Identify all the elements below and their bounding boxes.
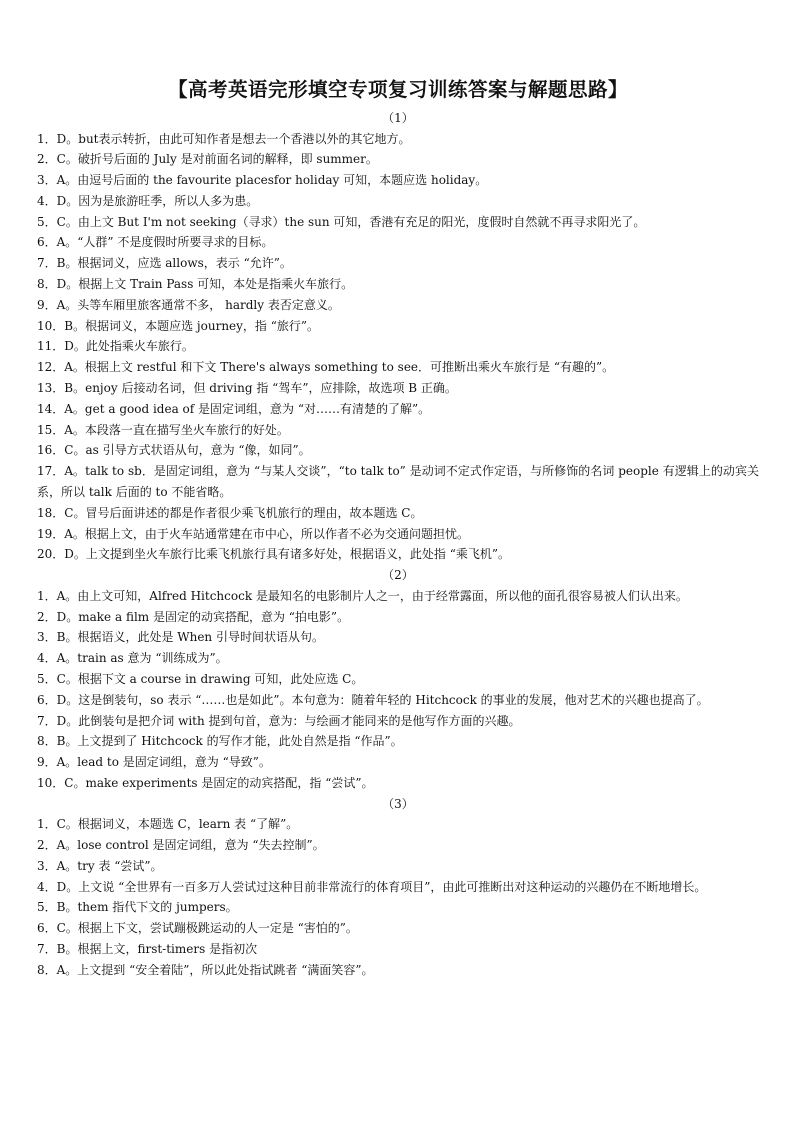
answer-item: 6．D。这是倒装句，so 表示 “……也是如此”。本句意为：随着年轻的 Hitchcock 的事业的发展，他对艺术的兴趣也提高了。 bbox=[37, 692, 709, 707]
answer-item: 1．A。由上文可知，Alfred Hitchcock 是最知名的电影制片人之一，由于经常露面，所以他的面孔很容易被人们认出来。 bbox=[37, 588, 688, 603]
answer-item: 5．C。根据下文 a course in drawing 可知，此处应选 C。 bbox=[37, 671, 364, 686]
answer-item: 7．B。根据词义，应选 allows，表示 “允许”。 bbox=[37, 256, 292, 271]
answer-item: 8．B。上文提到了 Hitchcock 的写作才能，此处自然是指 “作品”。 bbox=[37, 734, 403, 749]
answer-item: 8．D。根据上文 Train Pass 可知，本处是指乘火车旅行。 bbox=[37, 277, 354, 292]
section-number: （1） bbox=[382, 111, 414, 125]
answer-item: 20．D。上文提到坐火车旅行比乘飞机旅行具有诸多好处，根据语义，此处指 “乘飞机”。 bbox=[37, 547, 510, 562]
answer-item: 6．C。根据上下文，尝试蹦极跳运动的人一定是 “害怕的”。 bbox=[37, 921, 358, 936]
answer-item: 2．D。make a film 是固定的动宾搭配，意为 “拍电影”。 bbox=[37, 609, 350, 624]
section-number: （3） bbox=[382, 796, 414, 811]
answer-item: 1．C。根据词义，本题选 C，learn 表 “了解”。 bbox=[37, 817, 299, 832]
answer-item: 5．C。由上文 But I'm not seeking（寻求）the sun 可知，香港有充足的阳光，度假时自然就不再寻求阳光了。 bbox=[37, 214, 646, 229]
answer-item: 18．C。冒号后面讲述的都是作者很少乘飞机旅行的理由，故本题选 C。 bbox=[37, 505, 423, 520]
answer-item: 9．A。头等车厢里旅客通常不多， hardly 表否定意义。 bbox=[37, 297, 340, 312]
answer-item: 3．A。try 表 “尝试”。 bbox=[37, 858, 163, 873]
answer-item: 10．B。根据词义，本题应选 journey，指 “旅行”。 bbox=[37, 318, 320, 333]
section-number: （2） bbox=[382, 568, 414, 583]
section-3 bbox=[37, 794, 759, 981]
answer-item: 10．C。make experiments 是固定的动宾搭配，指 “尝试”。 bbox=[37, 775, 374, 790]
answer-item: 17．A。talk to sb．是固定词组，意为 “与某人交谈”，“to talk to” 是动词不定式作定语，与所修饰的名词 people 有逻辑上的动宾关系，所以 talk 后面的 to 不能省略。 bbox=[37, 464, 759, 500]
answer-item: 12．A。根据上文 restful 和下文 There's always something to see．可推断出乘火车旅行是 “有趣的”。 bbox=[37, 360, 615, 375]
answer-item: 7．B。根据上文，first-timers 是指初次 bbox=[37, 941, 258, 956]
answer-item: 6．A。“人群” 不是度假时所要寻求的目标。 bbox=[37, 235, 274, 250]
section-2 bbox=[37, 565, 759, 793]
answer-item: 8．A。上文提到 “安全着陆”，所以此处指试跳者 “满面笑容”。 bbox=[37, 962, 374, 977]
answer-item: 16．C。as 引导方式状语从句，意为 “像，如同”。 bbox=[37, 443, 311, 458]
answer-item: 19．A。根据上文，由于火车站通常建在市中心，所以作者不必为交通问题担忧。 bbox=[37, 526, 469, 541]
answer-item: 11．D。此处指乘火车旅行。 bbox=[37, 339, 194, 354]
answer-item: 14．A。get a good idea of 是固定词组，意为 “对……有清楚的了解”。 bbox=[37, 401, 431, 416]
answer-item: 3．B。根据语义，此处是 When 引导时间状语从句。 bbox=[37, 630, 324, 645]
answer-document bbox=[37, 76, 759, 981]
section-1 bbox=[37, 108, 759, 565]
answer-item: 5．B。them 指代下文的 jumpers。 bbox=[37, 900, 238, 915]
answer-item: 13．B。enjoy 后接动名词，但 driving 指 “驾车”，应排除，故选项 B 正确。 bbox=[37, 381, 457, 396]
answer-item: 1．D。but表示转折，由此可知作者是想去一个香港以外的其它地方。 bbox=[37, 131, 411, 146]
answer-item: 9．A。lead to 是固定词组，意为 “导致”。 bbox=[37, 755, 271, 770]
answer-item: 7．D。此倒装句是把介词 with 提到句首，意为：与绘画才能同来的是他写作方面的兴趣。 bbox=[37, 713, 521, 728]
answer-item: 4．D。上文说 “全世界有一百多万人尝试过这种目前非常流行的体育项目”，由此可推断出对这种运动的兴趣仍在不断地增长。 bbox=[37, 879, 707, 894]
answer-item: 3．A。由逗号后面的 the favourite placesfor holiday 可知，本题应选 holiday。 bbox=[37, 173, 488, 188]
page-title: 【高考英语完形填空专项复习训练答案与解题思路】 bbox=[167, 78, 628, 101]
answer-item: 15．A。本段落一直在描写坐火车旅行的好处。 bbox=[37, 422, 289, 437]
answer-item: 2．C。破折号后面的 July 是对前面名词的解释，即 summer。 bbox=[37, 152, 378, 167]
answer-item: 4．A。train as 意为 “训练成为”。 bbox=[37, 651, 228, 666]
answer-item: 4．D。因为是旅游旺季，所以人多为患。 bbox=[37, 193, 259, 208]
answer-item: 2．A。lose control 是固定词组，意为 “失去控制”。 bbox=[37, 838, 325, 852]
